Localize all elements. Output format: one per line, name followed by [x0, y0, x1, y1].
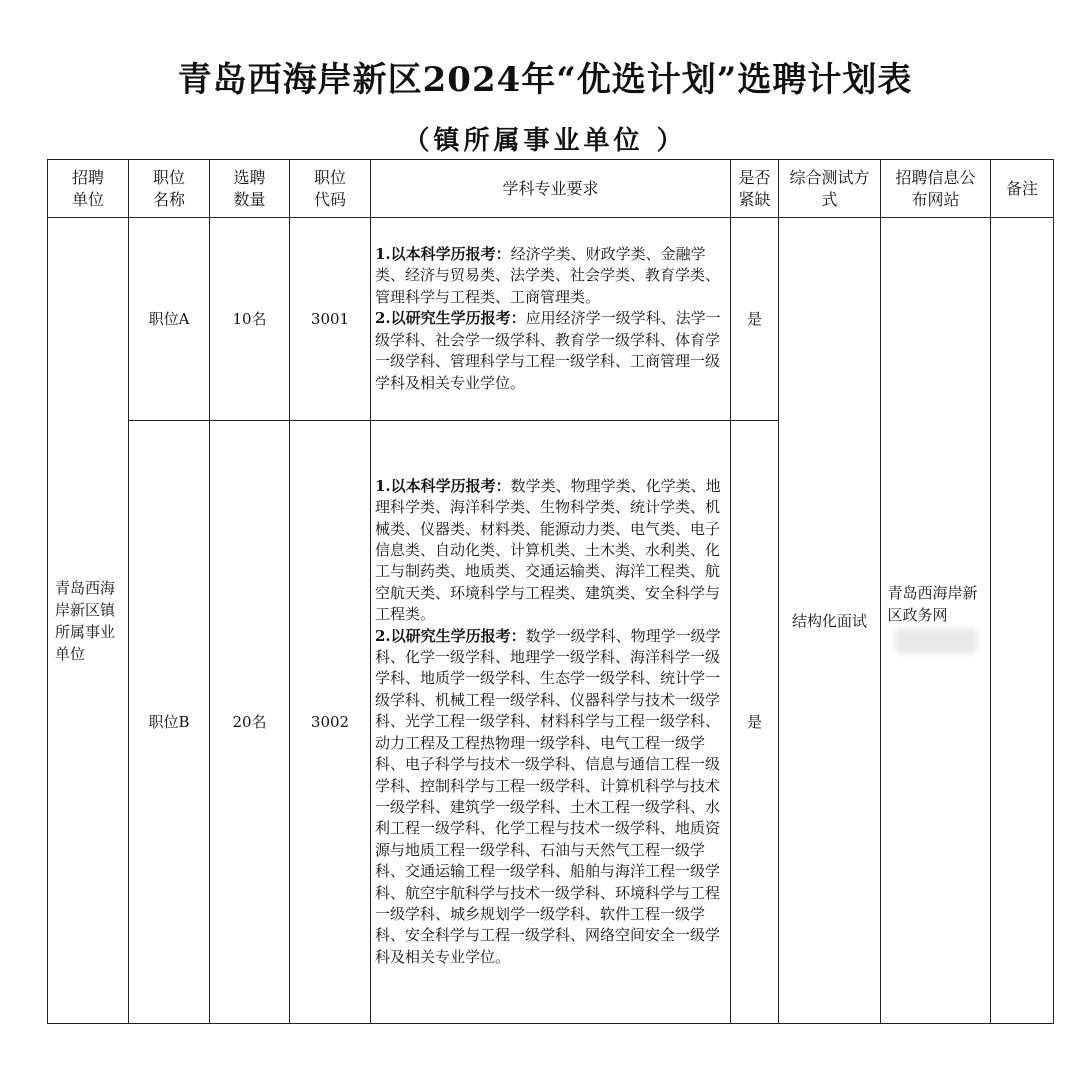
quantity-cell: 20名	[210, 421, 290, 1024]
header-position-name: 职位名称	[129, 160, 210, 218]
header-requirements: 学科专业要求	[371, 160, 731, 218]
grad-requirements: 应用经济学一级学科、法学一级学科、社会学一级学科、教育学一级学科、体育学一级学科、管理科学与工程一级学科、工商管理一级学科及相关专业学位。	[375, 309, 721, 392]
urgent-cell: 是	[731, 421, 779, 1024]
header-quantity: 选聘数量	[210, 160, 290, 218]
undergrad-requirements: 数学类、物理学类、化学类、地理科学类、海洋科学类、生物科学类、统计学类、机械类、仪器类、材料类、能源动力类、电气类、电子信息类、自动化类、计算机类、土木类、水利类、化工与制药类、地质类、交通运输类、海洋工程类、航空航天类、环境科学与工程类、建筑类、安全科学与工程类。	[375, 476, 721, 624]
test-method-cell: 结构化面试	[779, 218, 881, 1024]
position-name-cell: 职位B	[129, 421, 210, 1024]
header-row	[48, 160, 1054, 218]
code-cell: 3002	[290, 421, 371, 1024]
header-unit: 招聘单位	[48, 160, 129, 218]
code-cell: 3001	[290, 218, 371, 421]
header-test-method: 综合测试方式	[779, 160, 881, 218]
requirements-cell	[371, 421, 731, 1024]
website-text: 青岛西海岸新区政务网	[887, 583, 978, 624]
table-row	[48, 218, 1054, 421]
blurred-url	[895, 628, 977, 654]
website-cell	[881, 218, 991, 1024]
header-urgent: 是否紧缺	[731, 160, 779, 218]
page-title: 青岛西海岸新区2024年“优选计划”选聘计划表	[177, 60, 913, 100]
undergrad-label: 1.以本科学历报考：	[375, 245, 511, 264]
page-subtitle: （镇所属事业单位 ）	[403, 126, 687, 156]
grad-requirements: 数学一级学科、物理学一级学科、化学一级学科、地理学一级学科、海洋科学一级学科、地质学一级学科、生态学一级学科、统计学一级学科、机械工程一级学科、仪器科学与技术一级学科、光学工程一级学科、材料科学与工程一级学科、动力工程及工程热物理一级学科、电气工程一级学科、电子科学与技术一级学科、信息与通信工程一级学科、控制科学与工程一级学科、计算机科学与技术一级学科、建筑学一级学科、土木工程一级学科、水利工程一级学科、化学工程与技术一级学科、地质资源与地质工程一级学科、石油与天然气工程一级学科、交通运输工程一级学科、船舶与海洋工程一级学科、航空宇航科学与技术一级学科、环境科学与工程一级学科、城乡规划学一级学科、软件工程一级学科、安全科学与工程一级学科、网络空间安全一级学科及相关专业学位。	[375, 626, 721, 966]
header-code: 职位代码	[290, 160, 371, 218]
unit-cell: 青岛西海岸新区镇所属事业单位	[48, 218, 129, 1024]
position-name-cell: 职位A	[129, 218, 210, 421]
requirements-cell	[371, 218, 731, 421]
quantity-cell: 10名	[210, 218, 290, 421]
header-website: 招聘信息公布网站	[881, 160, 991, 218]
undergrad-label: 1.以本科学历报考：	[375, 476, 511, 495]
urgent-cell: 是	[731, 218, 779, 421]
remark-cell	[991, 218, 1054, 1024]
header-remark: 备注	[991, 160, 1054, 218]
recruitment-plan-table	[47, 159, 1054, 1024]
grad-label: 2.以研究生学历报考：	[375, 309, 526, 328]
undergrad-requirements: 经济学类、财政学类、金融学类、经济与贸易类、法学类、社会学类、教育学类、管理科学与工程类、工商管理类。	[375, 245, 721, 306]
grad-label: 2.以研究生学历报考：	[375, 626, 526, 645]
